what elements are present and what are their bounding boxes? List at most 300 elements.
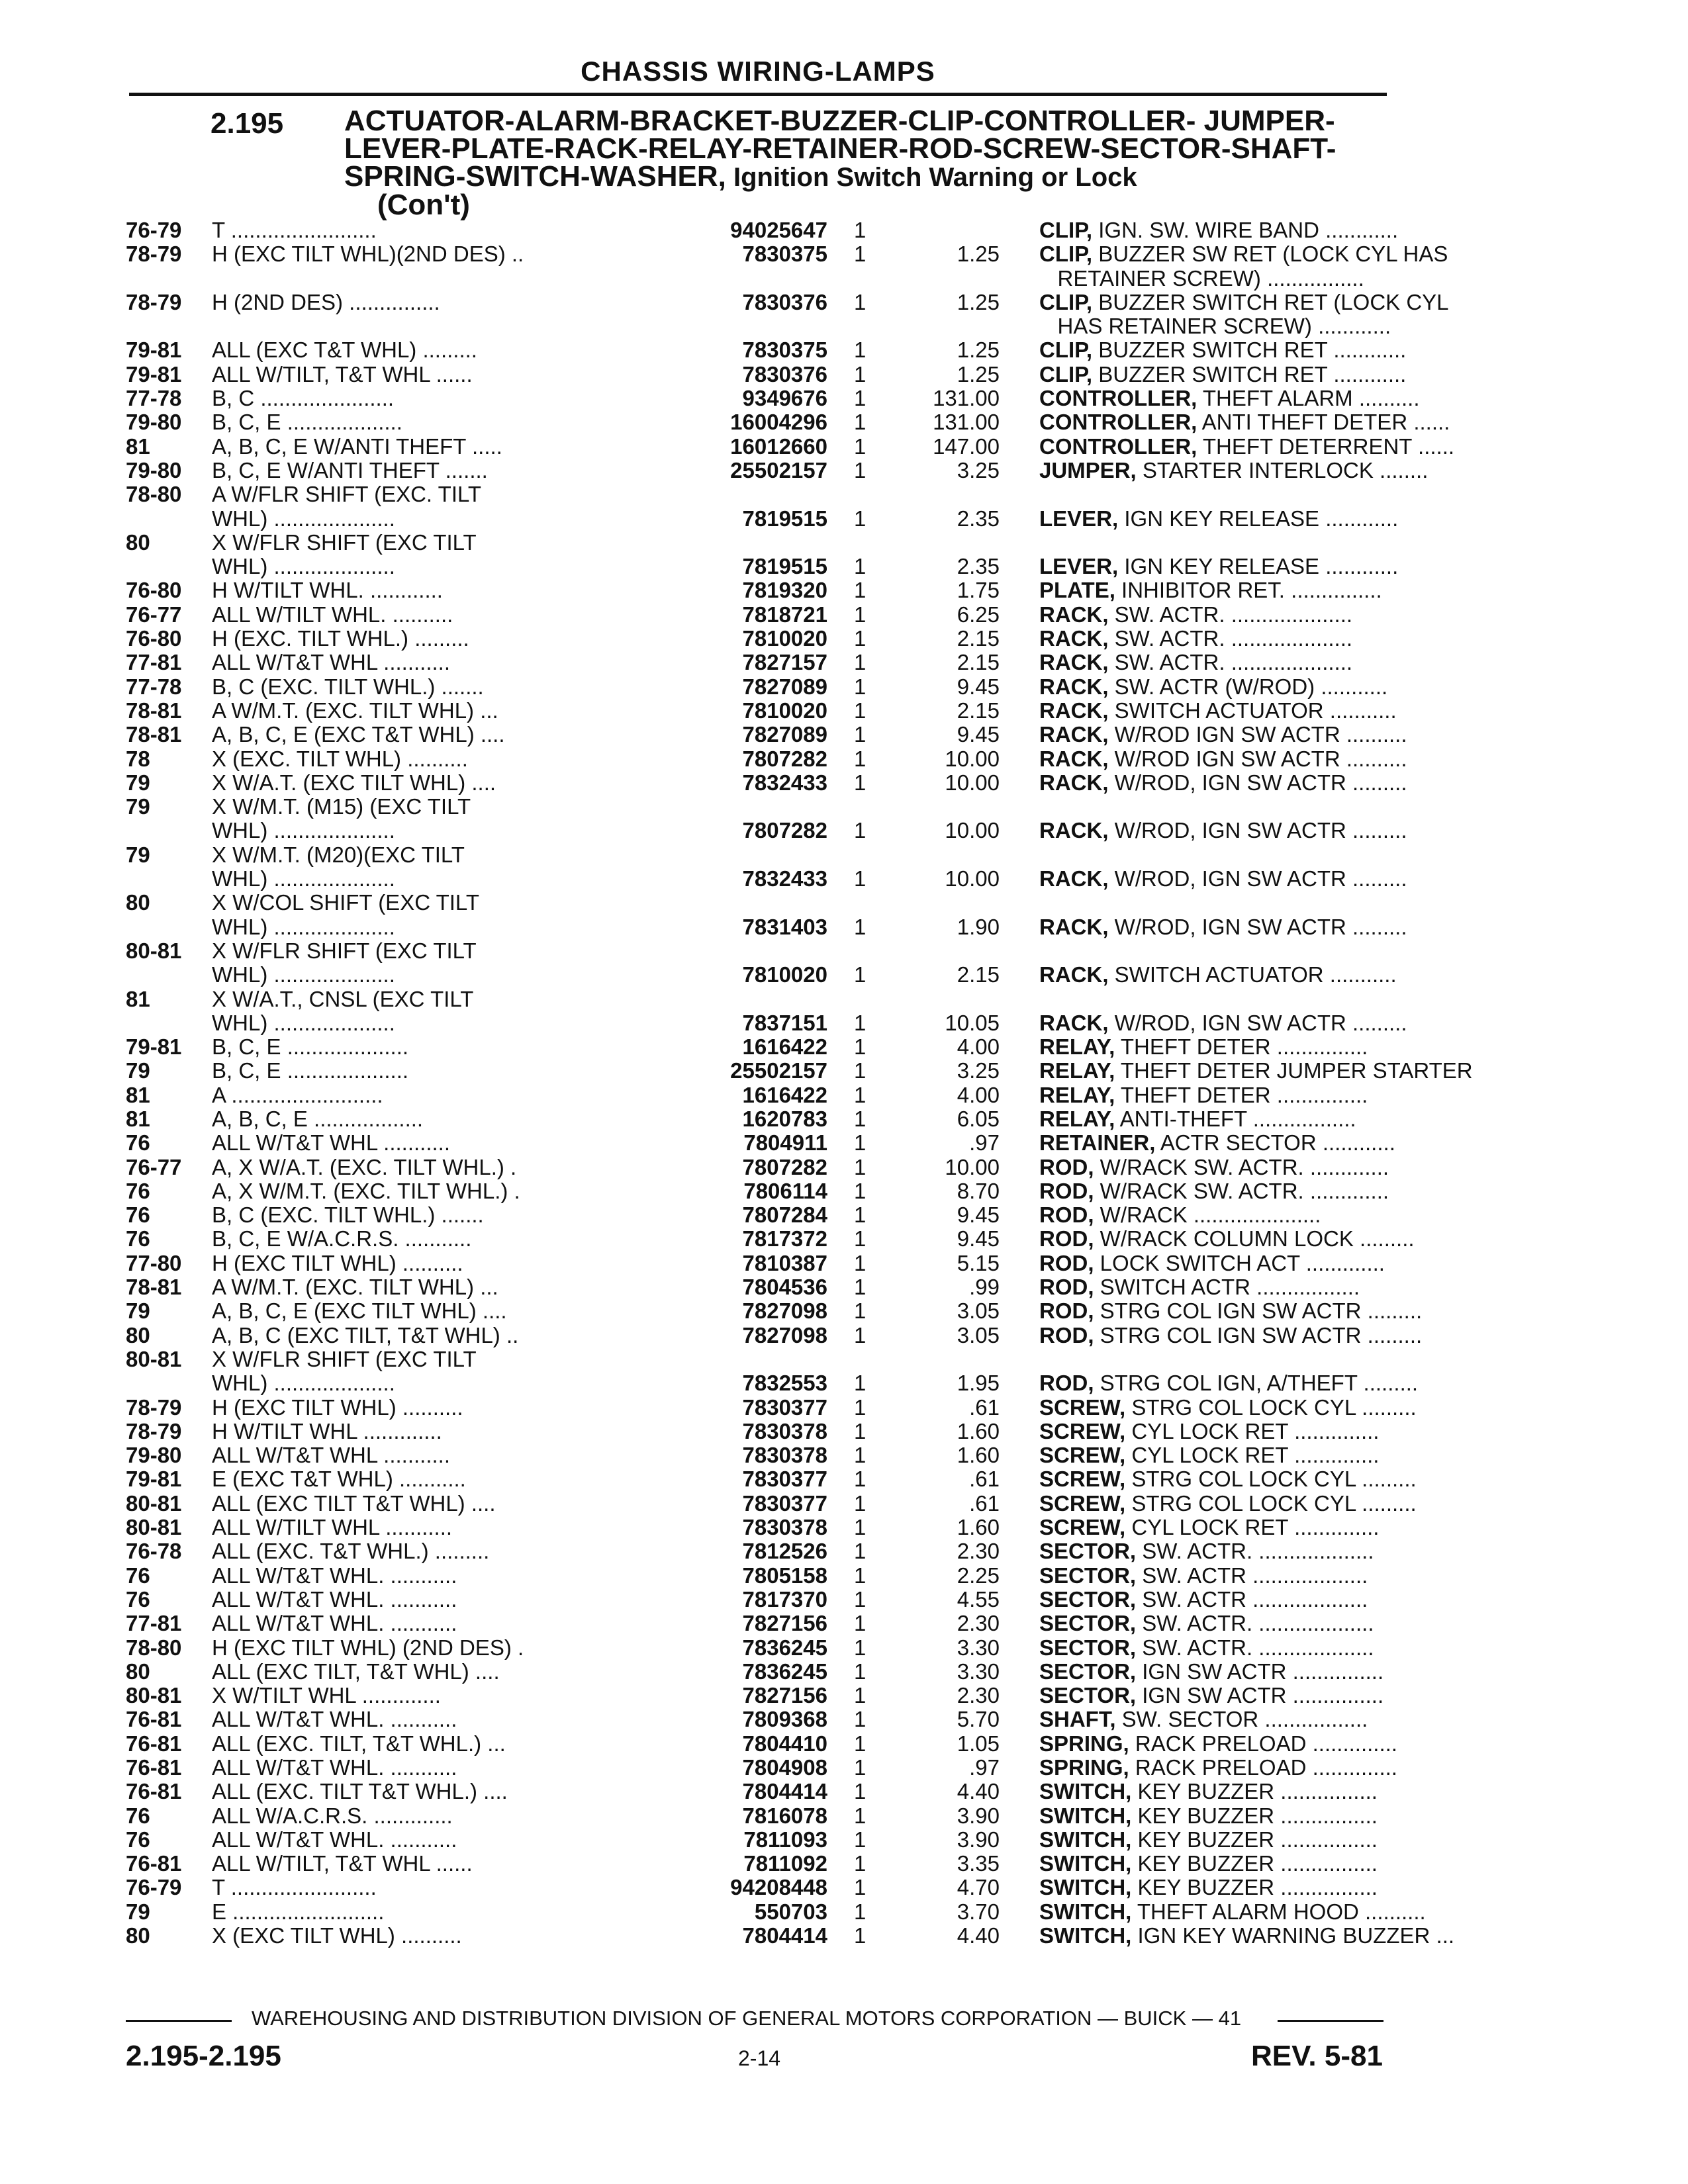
footer-text: WAREHOUSING AND DISTRIBUTION DIVISION OF GENERAL MOTORS CORPORATION — BUICK — 41 bbox=[252, 2007, 1242, 2030]
price-cell: 2.15 bbox=[957, 650, 1000, 675]
table-row bbox=[126, 987, 1383, 1011]
year-cell: 79-80 bbox=[126, 410, 182, 435]
table-row bbox=[126, 722, 1407, 747]
parts-list bbox=[126, 218, 1473, 1948]
part-description: W/RACK ..................... bbox=[1094, 1203, 1321, 1228]
price-cell: 1.60 bbox=[957, 1418, 1000, 1443]
price-cell: 1.90 bbox=[957, 914, 1000, 939]
table-row bbox=[126, 1467, 1417, 1492]
part-number-cell: 7827089 bbox=[742, 674, 827, 699]
price-cell: .97 bbox=[969, 1755, 1000, 1780]
part-description: W/RACK COLUMN LOCK ......... bbox=[1094, 1227, 1415, 1251]
price-cell: 1.60 bbox=[957, 1515, 1000, 1540]
part-name: RELAY, bbox=[1039, 1059, 1115, 1083]
footer-section-range: 2.195-2.195 bbox=[126, 2040, 281, 2072]
description-cell bbox=[1039, 338, 1503, 362]
part-number-cell: 7807282 bbox=[742, 1154, 827, 1179]
year-cell: 77-78 bbox=[126, 386, 182, 411]
part-description: SW. ACTR. .................... bbox=[1108, 627, 1353, 651]
quantity-cell: 1 bbox=[854, 361, 867, 387]
model-cell: X W/M.T. (M20)(EXC TILT bbox=[212, 842, 465, 867]
table-row bbox=[126, 698, 1397, 723]
model-cell: E ......................... bbox=[212, 1899, 385, 1924]
part-name: RACK, bbox=[1039, 651, 1109, 675]
part-number-cell: 7836245 bbox=[742, 1659, 827, 1684]
table-row bbox=[126, 1636, 1383, 1660]
price-cell: 8.70 bbox=[957, 1178, 1000, 1203]
part-description: THEFT ALARM .......... bbox=[1197, 387, 1420, 411]
part-number-cell: 7812526 bbox=[742, 1539, 827, 1564]
part-description: STRG COL IGN SW ACTR ......... bbox=[1094, 1323, 1423, 1347]
description-cell bbox=[1039, 1156, 1503, 1179]
price-cell: 2.35 bbox=[957, 554, 1000, 579]
price-cell: 3.90 bbox=[957, 1827, 1000, 1852]
table-row bbox=[126, 1420, 1383, 1443]
part-description: SW. ACTR ................... bbox=[1136, 1587, 1368, 1612]
description-cell bbox=[1039, 1059, 1503, 1083]
part-name: LEVER, bbox=[1039, 555, 1119, 579]
year-cell: 79 bbox=[126, 1298, 150, 1324]
quantity-cell: 1 bbox=[854, 1659, 867, 1684]
year-cell: 80-81 bbox=[126, 1346, 182, 1371]
part-name: SECTOR, bbox=[1039, 1563, 1137, 1588]
table-row bbox=[126, 674, 1388, 699]
description-cell bbox=[1039, 1275, 1503, 1299]
table-row bbox=[126, 939, 1383, 963]
model-cell: A W/FLR SHIFT (EXC. TILT bbox=[212, 482, 482, 507]
model-cell: ALL W/T&T WHL. ........... bbox=[212, 1587, 457, 1612]
description-cell bbox=[1039, 867, 1503, 891]
price-cell: 9.45 bbox=[957, 1226, 1000, 1251]
table-row bbox=[126, 1394, 1417, 1420]
model-cell: X W/FLR SHIFT (EXC TILT bbox=[212, 530, 477, 555]
price-cell: 4.00 bbox=[957, 1082, 1000, 1107]
description-cell bbox=[1039, 1852, 1503, 1876]
model-cell: A, B, C, E .................. bbox=[212, 1107, 424, 1131]
description-cell bbox=[1039, 1492, 1503, 1516]
description-cell bbox=[1039, 507, 1503, 531]
description-cell bbox=[1039, 1467, 1503, 1491]
part-name: RELAY, bbox=[1039, 1083, 1115, 1107]
year-cell: 78-81 bbox=[126, 1275, 182, 1300]
description-cell bbox=[1039, 1539, 1503, 1563]
part-description: THEFT DETER JUMPER STARTER bbox=[1115, 1059, 1473, 1083]
description-cell bbox=[1039, 1612, 1503, 1635]
price-cell: 3.25 bbox=[957, 457, 1000, 482]
price-cell: 3.25 bbox=[957, 1058, 1000, 1083]
part-name: RETAINER, bbox=[1039, 1131, 1156, 1156]
table-row bbox=[126, 314, 1391, 339]
model-cell: A, B, C, E (EXC T&T WHL) .... bbox=[212, 723, 505, 747]
model-cell: B, C (EXC. TILT WHL.) ....... bbox=[212, 1203, 484, 1228]
quantity-cell: 1 bbox=[854, 1827, 867, 1852]
quantity-cell: 1 bbox=[854, 770, 867, 795]
table-row bbox=[126, 1516, 1383, 1539]
table-row bbox=[126, 843, 1383, 867]
part-description: SW. SECTOR ................. bbox=[1115, 1707, 1368, 1732]
description-cell bbox=[1039, 699, 1503, 723]
part-number-cell: 9349676 bbox=[742, 386, 827, 411]
description-cell bbox=[1039, 1804, 1503, 1828]
model-cell: WHL) .................... bbox=[212, 867, 395, 891]
section-title-cont: (Con't) bbox=[377, 189, 470, 221]
table-row bbox=[126, 1923, 1455, 1948]
description-cell bbox=[1039, 1660, 1503, 1684]
year-cell: 80 bbox=[126, 1322, 150, 1347]
price-cell: 6.25 bbox=[957, 602, 1000, 627]
price-cell: 1.95 bbox=[957, 1371, 1000, 1396]
price-cell: 6.05 bbox=[957, 1106, 1000, 1131]
quantity-cell: 1 bbox=[854, 818, 867, 843]
model-cell: A W/M.T. (EXC. TILT WHL) ... bbox=[212, 698, 498, 723]
model-cell: ALL (EXC TILT T&T WHL) .... bbox=[212, 1491, 496, 1516]
table-row bbox=[126, 218, 1399, 242]
table-row bbox=[126, 1780, 1383, 1803]
model-cell: X W/A.T. (EXC TILT WHL) .... bbox=[212, 770, 496, 795]
table-row bbox=[126, 1876, 1383, 1899]
price-cell: 1.25 bbox=[957, 289, 1000, 314]
part-number-cell: 25502157 bbox=[730, 1058, 827, 1083]
part-number-cell: 7827157 bbox=[742, 650, 827, 675]
part-number-cell: 1616422 bbox=[742, 1082, 827, 1107]
model-cell: ALL W/T&T WHL ........... bbox=[212, 1443, 451, 1468]
part-description: INHIBITOR RET. ............... bbox=[1115, 578, 1382, 603]
part-name: SCREW, bbox=[1039, 1467, 1126, 1492]
table-row bbox=[126, 1058, 1473, 1083]
quantity-cell: 1 bbox=[854, 674, 867, 699]
part-name: SCREW, bbox=[1039, 1395, 1126, 1420]
part-name: CONTROLLER, bbox=[1039, 434, 1197, 459]
part-name: CLIP, bbox=[1039, 218, 1093, 242]
year-cell: 78-80 bbox=[126, 482, 182, 507]
table-row bbox=[126, 1107, 1383, 1131]
part-description: IGN SW ACTR ............... bbox=[1136, 1659, 1384, 1684]
price-cell: 3.05 bbox=[957, 1298, 1000, 1324]
footer-page-number: 2-14 bbox=[738, 2046, 781, 2070]
description-cell bbox=[1039, 1756, 1503, 1780]
part-description: RACK PRELOAD .............. bbox=[1129, 1731, 1397, 1756]
part-name: SECTOR, bbox=[1039, 1635, 1137, 1660]
table-row bbox=[126, 1010, 1407, 1035]
year-cell: 76 bbox=[126, 1827, 150, 1852]
model-cell: H W/TILT WHL. ............ bbox=[212, 578, 443, 603]
part-number-cell: 7830378 bbox=[742, 1443, 827, 1468]
part-number-cell: 7830375 bbox=[742, 242, 827, 267]
part-description: W/ROD, IGN SW ACTR ......... bbox=[1108, 915, 1407, 939]
model-cell: WHL) .................... bbox=[212, 963, 395, 987]
part-description: W/RACK SW. ACTR. ............. bbox=[1094, 1155, 1389, 1179]
table-row bbox=[126, 914, 1407, 939]
quantity-cell: 1 bbox=[854, 289, 867, 314]
description-cell bbox=[1039, 1588, 1503, 1612]
quantity-cell: 1 bbox=[854, 506, 867, 531]
part-description: BUZZER SWITCH RET (LOCK CYL bbox=[1092, 290, 1449, 314]
part-description: W/ROD, IGN SW ACTR ......... bbox=[1108, 867, 1407, 891]
part-number-cell: 7819515 bbox=[742, 554, 827, 579]
price-cell: 10.05 bbox=[945, 1010, 1000, 1035]
part-description: KEY BUZZER ................ bbox=[1131, 1780, 1378, 1804]
table-row bbox=[126, 795, 1383, 819]
table-row bbox=[126, 1852, 1383, 1876]
year-cell: 76 bbox=[126, 1203, 150, 1228]
table-row bbox=[126, 1275, 1383, 1299]
part-number-cell: 7810020 bbox=[742, 962, 827, 987]
part-name: SCREW, bbox=[1039, 1419, 1126, 1443]
part-name: RACK, bbox=[1039, 1011, 1109, 1035]
part-number-cell: 94208448 bbox=[730, 1875, 827, 1900]
year-cell: 80-81 bbox=[126, 1515, 182, 1540]
quantity-cell: 1 bbox=[854, 1298, 867, 1324]
model-cell: A ......................... bbox=[212, 1083, 383, 1107]
model-cell: ALL (EXC T&T WHL) ......... bbox=[212, 338, 477, 363]
price-cell: .61 bbox=[969, 1490, 1000, 1516]
quantity-cell: 1 bbox=[854, 650, 867, 675]
section-title-sub: Ignition Switch Warning or Lock bbox=[726, 163, 1137, 192]
part-description: KEY BUZZER ................ bbox=[1131, 1827, 1378, 1852]
quantity-cell: 1 bbox=[854, 1779, 867, 1804]
model-cell: B, C, E W/A.C.R.S. ........... bbox=[212, 1227, 472, 1251]
table-row bbox=[126, 457, 1429, 482]
model-cell: ALL (EXC. TILT T&T WHL.) .... bbox=[212, 1780, 508, 1804]
table-row bbox=[126, 482, 1383, 506]
description-cell bbox=[1039, 267, 1503, 291]
model-cell: X W/FLR SHIFT (EXC TILT bbox=[212, 1347, 477, 1371]
part-number-cell: 7832433 bbox=[742, 866, 827, 891]
quantity-cell: 1 bbox=[854, 914, 867, 939]
part-name: PLATE, bbox=[1039, 578, 1115, 603]
part-description: SWITCH ACTR ................. bbox=[1094, 1275, 1360, 1300]
table-row bbox=[126, 1154, 1389, 1179]
part-description: KEY BUZZER ................ bbox=[1131, 1803, 1378, 1828]
model-cell: ALL W/T&T WHL ........... bbox=[212, 1131, 451, 1156]
part-description: SWITCH ACTUATOR ........... bbox=[1108, 698, 1397, 723]
part-number-cell: 7832553 bbox=[742, 1371, 827, 1396]
section-title bbox=[344, 107, 1390, 219]
part-name: SPRING, bbox=[1039, 1756, 1129, 1780]
quantity-cell: 1 bbox=[854, 1635, 867, 1660]
table-row bbox=[126, 1804, 1383, 1828]
description-cell bbox=[1039, 1900, 1503, 1924]
part-description: ACTR SECTOR ............ bbox=[1155, 1131, 1395, 1156]
price-cell: 1.75 bbox=[957, 578, 1000, 603]
footer-rule-left bbox=[126, 2020, 232, 2022]
model-cell: ALL W/T&T WHL. ........... bbox=[212, 1563, 457, 1588]
model-cell: ALL (EXC. T&T WHL.) ......... bbox=[212, 1539, 490, 1564]
header-rule bbox=[129, 93, 1387, 96]
part-name: SECTOR, bbox=[1039, 1587, 1137, 1612]
description-cell bbox=[1039, 1924, 1503, 1948]
description-cell bbox=[1039, 459, 1503, 482]
part-description: IGN. SW. WIRE BAND ............ bbox=[1092, 218, 1399, 242]
description-cell bbox=[1039, 1443, 1503, 1467]
part-number-cell: 7830377 bbox=[742, 1467, 827, 1492]
part-number-cell: 7804908 bbox=[742, 1755, 827, 1780]
model-cell: A, B, C (EXC TILT, T&T WHL) .. bbox=[212, 1323, 519, 1347]
description-cell bbox=[1039, 1516, 1503, 1539]
model-cell: ALL W/T&T WHL. ........... bbox=[212, 1756, 457, 1780]
part-name: SCREW, bbox=[1039, 1443, 1126, 1468]
part-description: SW. ACTR. .................... bbox=[1108, 602, 1353, 627]
year-cell: 79 bbox=[126, 770, 150, 795]
year-cell: 76 bbox=[126, 1586, 150, 1612]
table-row bbox=[126, 1322, 1423, 1347]
quantity-cell: 1 bbox=[854, 410, 867, 435]
model-cell: ALL W/A.C.R.S. ............. bbox=[212, 1803, 453, 1828]
price-cell: 1.60 bbox=[957, 1443, 1000, 1468]
table-row bbox=[126, 1755, 1397, 1780]
table-row bbox=[126, 361, 1407, 387]
year-cell: 77-81 bbox=[126, 1611, 182, 1636]
year-cell: 76-79 bbox=[126, 218, 182, 242]
quantity-cell: 1 bbox=[854, 1803, 867, 1828]
part-description: W/ROD, IGN SW ACTR ......... bbox=[1108, 1011, 1407, 1035]
part-number-cell: 7830376 bbox=[742, 361, 827, 387]
part-name: ROD, bbox=[1039, 1155, 1094, 1179]
part-name: RACK, bbox=[1039, 602, 1109, 627]
part-number-cell: 7804410 bbox=[742, 1731, 827, 1756]
table-row bbox=[126, 1371, 1419, 1396]
description-cell bbox=[1039, 242, 1503, 266]
table-row bbox=[126, 242, 1448, 267]
part-number-cell: 7807282 bbox=[742, 818, 827, 843]
description-cell bbox=[1039, 1179, 1503, 1203]
description-cell bbox=[1039, 1780, 1503, 1803]
price-cell: .99 bbox=[969, 1275, 1000, 1300]
part-number-cell: 7830378 bbox=[742, 1515, 827, 1540]
model-cell: X (EXC. TILT WHL) .......... bbox=[212, 747, 468, 771]
part-number-cell: 7804536 bbox=[742, 1275, 827, 1300]
price-cell: 1.25 bbox=[957, 361, 1000, 387]
part-number-cell: 7817372 bbox=[742, 1226, 827, 1251]
year-cell: 80 bbox=[126, 529, 150, 555]
part-name: RELAY, bbox=[1039, 1035, 1115, 1060]
table-row bbox=[126, 891, 1383, 915]
part-name: CLIP, bbox=[1039, 242, 1093, 267]
price-cell: 1.25 bbox=[957, 338, 1000, 363]
description-cell bbox=[1039, 819, 1503, 842]
part-number-cell: 550703 bbox=[754, 1899, 827, 1924]
description-cell bbox=[1039, 218, 1503, 242]
part-name: SCREW, bbox=[1039, 1516, 1126, 1540]
part-name: RACK, bbox=[1039, 915, 1109, 939]
table-row bbox=[126, 603, 1383, 627]
model-cell: WHL) .................... bbox=[212, 555, 395, 579]
year-cell: 78 bbox=[126, 746, 150, 771]
part-name: ROD, bbox=[1039, 1275, 1094, 1300]
price-cell: 3.30 bbox=[957, 1659, 1000, 1684]
year-cell: 77-81 bbox=[126, 650, 182, 675]
part-description: ANTI THEFT DETER ...... bbox=[1197, 410, 1450, 435]
year-cell: 78-79 bbox=[126, 1418, 182, 1443]
model-cell: X (EXC TILT WHL) .......... bbox=[212, 1924, 462, 1948]
part-name: CLIP, bbox=[1039, 338, 1093, 363]
part-number-cell: 7830376 bbox=[742, 289, 827, 314]
table-row bbox=[126, 1828, 1383, 1852]
year-cell: 80 bbox=[126, 890, 150, 915]
part-name: ROD, bbox=[1039, 1179, 1094, 1203]
model-cell: WHL) .................... bbox=[212, 1011, 395, 1035]
table-row bbox=[126, 338, 1407, 363]
quantity-cell: 1 bbox=[854, 1899, 867, 1924]
year-cell: 79-81 bbox=[126, 1034, 182, 1060]
year-cell: 78-79 bbox=[126, 289, 182, 314]
year-cell: 80 bbox=[126, 1923, 150, 1948]
year-cell: 76-81 bbox=[126, 1779, 182, 1804]
part-description: SWITCH ACTUATOR ........... bbox=[1108, 963, 1397, 987]
description-cell bbox=[1039, 651, 1503, 674]
part-number-cell: 7827156 bbox=[742, 1683, 827, 1708]
quantity-cell: 1 bbox=[854, 1755, 867, 1780]
quantity-cell: 1 bbox=[854, 1731, 867, 1756]
table-row bbox=[126, 1298, 1423, 1324]
quantity-cell: 1 bbox=[854, 1875, 867, 1900]
part-name: SECTOR, bbox=[1039, 1612, 1137, 1636]
description-cell bbox=[1039, 1420, 1503, 1443]
description-cell bbox=[1039, 1203, 1503, 1227]
description-cell bbox=[1039, 747, 1503, 771]
part-description: STARTER INTERLOCK ........ bbox=[1136, 458, 1429, 482]
year-cell: 79 bbox=[126, 1899, 150, 1924]
part-description: BUZZER SWITCH RET ............ bbox=[1092, 338, 1407, 363]
model-cell: A, X W/A.T. (EXC. TILT WHL.) . bbox=[212, 1155, 517, 1179]
part-description: RACK PRELOAD .............. bbox=[1129, 1756, 1397, 1780]
price-cell: .61 bbox=[969, 1394, 1000, 1420]
quantity-cell: 1 bbox=[854, 866, 867, 891]
year-cell: 79-81 bbox=[126, 361, 182, 387]
model-cell: A W/M.T. (EXC. TILT WHL) ... bbox=[212, 1275, 498, 1300]
part-name: CLIP, bbox=[1039, 290, 1093, 314]
price-cell: 2.15 bbox=[957, 962, 1000, 987]
part-number-cell: 7810387 bbox=[742, 1250, 827, 1275]
table-row bbox=[126, 1443, 1383, 1467]
table-row bbox=[126, 1539, 1383, 1563]
quantity-cell: 1 bbox=[854, 338, 867, 363]
part-number-cell: 7831403 bbox=[742, 914, 827, 939]
quantity-cell: 1 bbox=[854, 386, 867, 411]
price-cell: 10.00 bbox=[945, 770, 1000, 795]
year-cell: 76-81 bbox=[126, 1707, 182, 1732]
part-number-cell: 7804414 bbox=[742, 1779, 827, 1804]
part-number-cell: 7827098 bbox=[742, 1298, 827, 1324]
part-description: W/ROD IGN SW ACTR .......... bbox=[1108, 747, 1407, 771]
part-number-cell: 7809368 bbox=[742, 1707, 827, 1732]
part-description: IGN KEY WARNING BUZZER ... bbox=[1131, 1924, 1455, 1948]
description-cell bbox=[1039, 291, 1503, 314]
table-row bbox=[126, 1684, 1383, 1707]
description-cell bbox=[1039, 1131, 1503, 1155]
table-row bbox=[126, 433, 1455, 459]
part-name: SECTOR, bbox=[1039, 1539, 1137, 1564]
quantity-cell: 1 bbox=[854, 457, 867, 482]
model-cell: WHL) .................... bbox=[212, 1371, 395, 1396]
price-cell: 9.45 bbox=[957, 674, 1000, 699]
quantity-cell: 1 bbox=[854, 1106, 867, 1131]
table-row bbox=[126, 770, 1407, 795]
quantity-cell: 1 bbox=[854, 242, 867, 267]
year-cell: 79 bbox=[126, 842, 150, 867]
quantity-cell: 1 bbox=[854, 1923, 867, 1948]
part-name: CONTROLLER, bbox=[1039, 410, 1197, 435]
part-description: CYL LOCK RET .............. bbox=[1125, 1443, 1380, 1468]
year-cell: 76-81 bbox=[126, 1731, 182, 1756]
year-cell: 79-80 bbox=[126, 1443, 182, 1468]
price-cell: 2.35 bbox=[957, 506, 1000, 531]
part-name: RACK, bbox=[1039, 674, 1109, 699]
price-cell: 1.05 bbox=[957, 1731, 1000, 1756]
model-cell: A, B, C, E W/ANTI THEFT ..... bbox=[212, 434, 502, 459]
quantity-cell: 1 bbox=[854, 626, 867, 651]
description-cell bbox=[1039, 723, 1503, 747]
